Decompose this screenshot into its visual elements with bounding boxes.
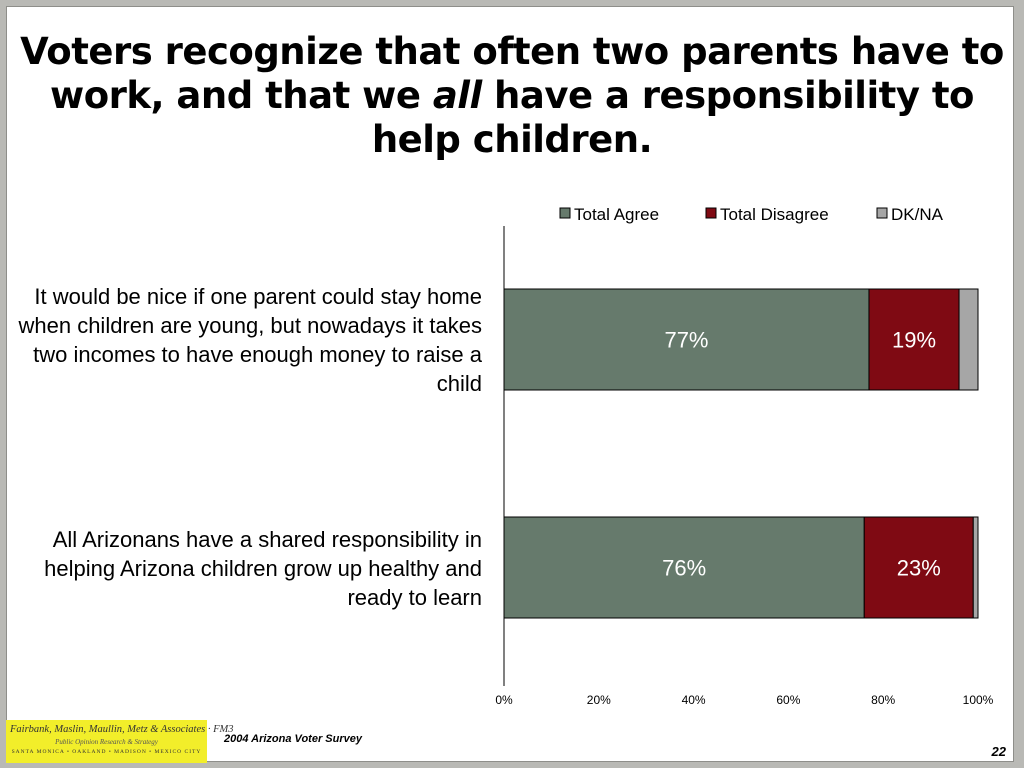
x-tick-label: 100% [962, 693, 994, 707]
logo-firm-name: Fairbank, Maslin, Maullin, Metz & Associates · FM3 [10, 724, 234, 735]
x-tick-label: 80% [871, 693, 896, 707]
title-emphasis: all [432, 74, 482, 117]
legend-swatch-total-disagree [706, 208, 716, 218]
company-logo [6, 720, 234, 763]
legend-label-total-disagree: Total Disagree [720, 205, 829, 224]
title-text-part2: have a responsibility to help children. [371, 74, 974, 161]
legend-swatch-total-agree [560, 208, 570, 218]
x-tick-label: 40% [681, 693, 706, 707]
legend-label-dk-na: DK/NA [891, 205, 943, 224]
legend-swatch-dk-na [877, 208, 887, 218]
logo-cities: SANTA MONICA • OAKLAND • MADISON • MEXICO CITY [11, 749, 202, 755]
source-note: 2004 Arizona Voter Survey [224, 733, 362, 745]
data-label-1-2: 19% [891, 327, 937, 353]
data-label-2-2: 23% [896, 555, 941, 581]
title-text-part1: Voters recognize that often two parents have to work, and that we [20, 30, 1004, 117]
category-label-1: It would be nice if one parent could stay home when children are young, but nowadays it takes two incomes to have enough money to raise a child [18, 284, 482, 396]
data-label-1-1: 77% [664, 327, 709, 353]
data-label-2-1: 76% [662, 555, 707, 581]
logo-tagline: Public Opinion Research & Strategy [55, 738, 158, 746]
x-tick-label: 60% [776, 693, 801, 707]
page-number: 22 [991, 744, 1006, 759]
x-tick-label: 0% [495, 693, 513, 707]
x-tick-label: 20% [586, 693, 611, 707]
bar-segment-1-dk-na [959, 289, 978, 390]
bar-segment-2-dk-na [973, 517, 978, 618]
legend-label-total-agree: Total Agree [574, 205, 660, 224]
category-label-2: All Arizonans have a shared responsibility in helping Arizona children grow up healthy and ready to learn [44, 527, 482, 610]
